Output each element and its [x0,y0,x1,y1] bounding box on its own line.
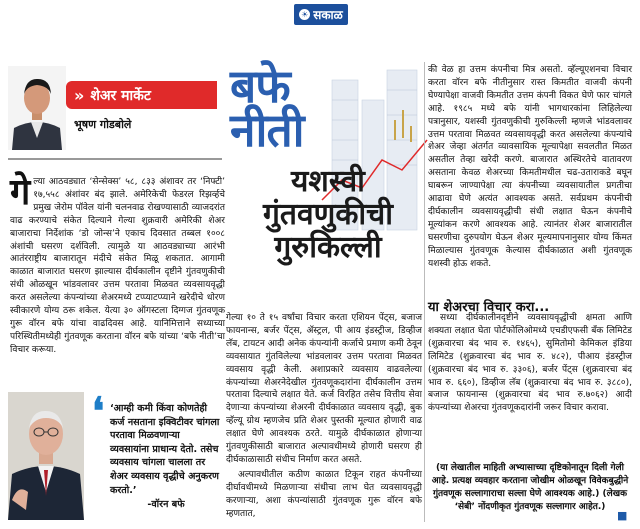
pull-quote [110,402,222,512]
title-subheading: यशस्वी गुंतवणुकीची गुरुकिल्ली [263,164,393,265]
article-text-stocks: सध्या दीर्घकालीनदृष्टीने व्यवसायवृद्धीची क्षमता आणि शक्यता लक्षात घेता पोर्टफोलिओमध्ये एचडीएफसी बँक लिमिटेड (शुक्रवारचा बंद भाव रु. १४६५), सुमितोमो केमिकल इंडिया लिमिटेड (शुक्रवारचा बंद भाव रु. ४८२), पीआय इंडस्ट्रीज (शुक्रवारचा बंद भाव रु. ३३०६), बर्जर पेंट्स (शुक्रवारचा बंद भाव रु. ६६०), डिव्हीज लॅब (शुक्रवारचा बंद भाव रु. ३८८०), बजाज फायनान्स (शुक्रवारचा बंद भाव रु.७०६२) आदी कंपन्यांच्या शेअरचा गुंतवणूकदारांनी जरूर विचार करावा. [428,313,632,414]
divider [8,158,222,160]
title-line-1: बफे [230,59,290,113]
article-text-right: की वेळ हा उत्तम कंपनीचा मित्र असतो. व्हॅल्यूएशनचा विचार करता वॉरन बफे नीतीनुसार रास्त किमतीत वाजवी कंपनी घेण्यापेक्षा वाजवी किमतीत उत्तम कंपनी विकत घेणे फार चांगले आहे. १९८५ मध्ये बफे यांनी भागधारकांना लिहिलेल्या पत्रानुसार, यशस्वी गुंतवणुकीची गुरुकिल्ली म्हणजे भांडवलावर उत्तम परतावा मिळवत व्यवसायवृद्धी करत असलेल्या कंपन्यांचे शेअर जेव्हा अंतर्गत व्यावसायिक मूल्यापेक्षा सवलतीत मिळत असतील तेव्हा खरेदी करणे. बाजारात अस्थिरतेचे वातावरण असताना केवळ शेअरच्या किमतीमधील चढ-उताराकडे बघून घाबरून जाण्यापेक्षा त्या कंपनीच्या व्यवसायातील प्रगतीचा आढावा घेणे अत्यंत आवश्यक असते. सर्वप्रथम कंपनीची दीर्घकालीन व्यवसायवृद्धीची संधी लक्षात घेऊन कंपनीचे मूल्यांकन करणे आवश्यक आहे. त्यानंतर शेअर बाजारातील घसरणीचा दुरुपयोग घेऊन शेअर मूल्यमापनानुसार योग्य किंमत मिळाल्यास गुंतवणूक केल्यास दीर्घकाळात अशी गुंतवणूक यशस्वी होऊ शकते. [428,65,632,269]
masthead-brand: सकाळ [313,8,343,22]
masthead-logo [294,4,348,25]
section-banner [66,81,217,109]
article-text-middle: गेल्या १० ते १५ वर्षांचा विचार करता एशियन पेंट्स, बजाज फायनान्स, बर्जर पेंट्स, ॲस्ट्रल, पी आय इंडस्ट्रीज, डिव्हीज लॅब, टायटन आदी अनेक कंपन्यांनी कर्जाचे प्रमाण कमी ठेवून व्यवसायात गुंतविलेल्या भांडवलावर उत्तम परतावा मिळवत व्यवसाय वृद्धी केली. अशाप्रकारे व्यवसाय वाढवलेल्या कंपन्यांच्या शेअरनेदेखील गुंतवणूकदारांना दीर्घकालीन उत्तम परतावा दिल्याचे लक्षात येते. कर्ज विरहित तसेच वित्तीय सेवा देणाऱ्या कंपन्यांच्या शेअरनी दीर्घकाळात व्यवसाय वृद्धी, बुक व्हॅल्यू ग्रोथ म्हणजेच प्रति शेअर पुस्तकी मूल्यात होणारी वाढ लक्षात घेणे आवश्यक ठरते. यामुळे दीर्घकाळात होणाऱ्या गुंतवणुकीसाठी बाजारात अल्पावधीमध्ये होणारी घसरण ही दीर्घकाळासाठी संधीच निर्माण करत असते. [226,313,422,465]
article-column-right [428,64,632,271]
warren-buffett-photo [8,392,84,520]
pull-quote-author: -वॉरन बफे [147,499,185,511]
double-chevron-icon: » [74,85,85,105]
article-column-middle [226,312,422,521]
subheading-stocks: या शेअरचा विचार करा... [428,300,550,315]
end-mark-icon: ■ [617,509,628,522]
author-photo [8,66,66,150]
title-line-2: नीती [230,102,304,157]
disclaimer-note: (या लेखातील माहिती अभ्यासाच्या दृष्टिकोनातून दिली गेली आहे. प्रत्यक्ष व्यवहार करताना जोखीम ओळखून विवेकबुद्धीने गुंतवणूक सल्लागाराचा सल्ला घेणे आवश्यक आहे.) (लेखक ‘सेबी’ नोंदणीकृत गुंतवणूक सल्लागार आहेत.) [431,463,629,512]
column-divider [424,62,425,522]
author-name: भूषण गोडबोले [74,118,132,131]
pull-quote-text: ‘आम्ही कमी किंवा कोणतेही कर्ज नसताना इक्विटीवर चांगला परतावा मिळवणाऱ्या व्यवसायांना प्राधान्य देतो. तसेच व्यवसाय चांगला चालला तर शेअर व्यवसाय वृद्धीचे अनुकरण करतो.’ [110,403,220,496]
article-column-right-bottom [428,312,632,415]
title-main [230,59,430,157]
article-column-left [10,172,225,357]
article-text-middle-2: अल्पावधीतील कठीण काळात टिकून राहत कंपनीच्या दीर्घावधीमध्ये मिळणाऱ्या संधीचा लाभ घेत व्यवसायवृद्धी करणाऱ्या, अशा कंपन्यांसाठी गुंतवणूक गुरू वॉरन बफे म्हणतात, [226,469,422,519]
article-text-left: ल्या आठवड्यात ‘सेन्सेक्स’ ५८, ८३३ अंशावर तर ‘निफ्टी’ १७,५५८ अंशांवर बंद झाले. अमेरिकेची फेडरल रिझर्व्हचे प्रमुख जेरोम पॉवेल यांनी चलनवाढ रोखण्यासाठी व्याजदरांत वाढ करण्याचे संकेत दिल्याने गेल्या शुक्रवारी अमेरिकी शेअर बाजाराचा निर्देशांक ‘डो जोन्स’ने एकाच दिवसात तब्बल १००८ अंशांची घसरण दर्शविली. त्यामुळे या आठवड्याच्या आरंभी आतंरराष्ट्रीय बाजारातून मंदीचे संकेत मिळू शकतात. आगामी काळात बाजारात घसरण झाल्यास दीर्घकालीन दृष्टीने गुंतवणुकीची संधी ओळखून भांडवलावर उत्तम परतावा मिळवत व्यवसायवृद्धी करत असलेल्या कंपन्यांच्या शेअरमध्ये टप्प्याटप्प्याने खरेदीचे धोरण स्वीकारणे योग्य ठरू शकेल. येत्या ३० ऑगस्टला दिग्गज गुंतवणूक गुरू वॉरन बफे यांचा वाढदिवस आहे. यानिमित्ताने सध्याच्या परिस्थितीमध्येही गुंतवणूक करताना वॉरन बफे यांच्या ‘बफे नीती’चा विचार करूया. [10,177,225,355]
drop-cap: गे [10,172,31,213]
section-label: शेअर मार्केट [90,87,151,104]
sun-logo-icon: ☀ [301,10,309,19]
quote-mark-icon: ❛ [92,388,105,433]
